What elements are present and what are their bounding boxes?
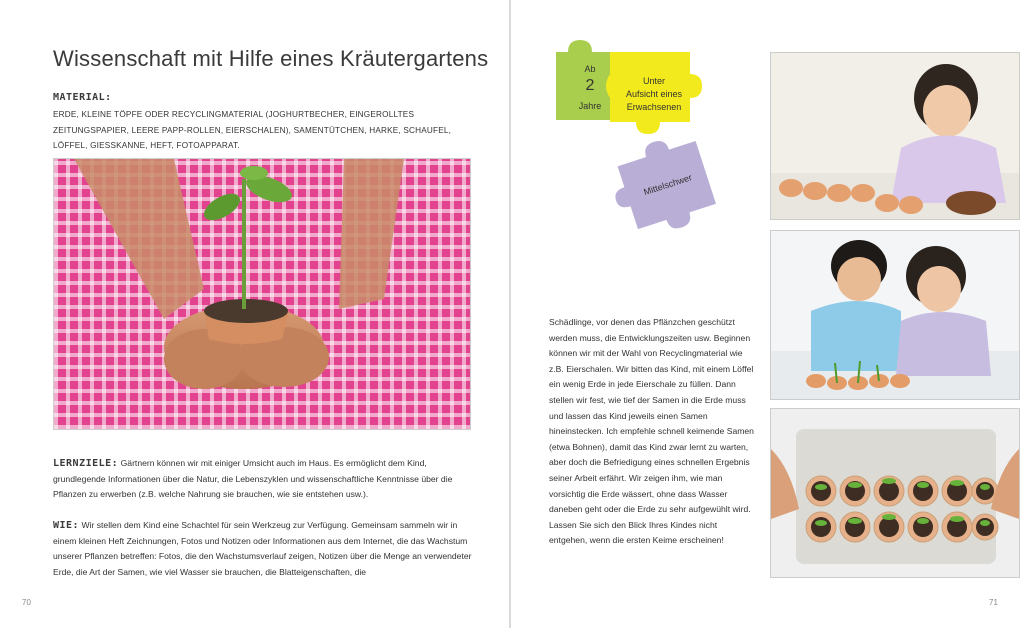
supervision-line2: Aufsicht eines (625, 89, 683, 99)
page-number-right: 71 (989, 598, 998, 607)
difficulty-label: Mittelschwer (642, 172, 694, 198)
girl-eggshell-illustration (771, 53, 1019, 219)
difficulty-puzzle-piece (602, 130, 719, 242)
age-number: 2 (585, 77, 595, 94)
girl-filling-eggshells-photo (770, 52, 1020, 220)
seedling-illustration (54, 159, 470, 429)
page-number-left: 70 (22, 598, 31, 607)
learning-goals-paragraph (53, 456, 473, 503)
supervision-puzzle-piece (606, 52, 702, 134)
material-text: ERDE, KLEINE TÖPFE ODER RECYCLINGMATERIAL (JOGHURTBECHER, EINGEROLLTES ZEITUNGSPAPIER, LEERE PAPP-ROLLEN, EIERSCHALEN), SAMENTÜTCHEN, HARKE, SCHAUFEL, LÖFFEL, GIESSKANNE, HEFT, FOTOAPPARAT. (53, 110, 452, 150)
children-planting-illustration (771, 231, 1019, 399)
children-planting-photo (770, 230, 1020, 400)
page-title: Wissenschaft mit Hilfe eines Kräutergartens (53, 46, 489, 71)
right-body-text: Schädlinge, vor denen das Pflänzchen geschützt werden muss, die Entwicklungszeiten usw. Beginnen können wir mit der Wahl von Recyclingmaterial wie z.B. Eierschalen. Wir bitten das Kind, mit einem Löffel ein wenig Erde in jede Eierschale zu füllen. Dann stellen wir fest, wie tief der Samen in die Erde muss und lassen das Kind jeweils einen Samen hineinstecken. Ich empfehle schnell keimende Samen (etwa Bohnen), damit das Kind zwar lernt zu warten, aber doch die Befriedigung eines schnellen Ergebnis seiner Arbeit erfährt. Wir zeigen ihm, wie man vorsichtig die Erde wässert, ohne dass Wasser daneben geht oder die Erde zu sehr aufgewühlt wird. Lassen Sie sich den Blick Ihres Kindes nicht entgehen, wenn die ersten Keime erscheinen! (549, 317, 754, 546)
egg-carton-seedlings-photo (770, 408, 1020, 578)
age-line2: Jahre (578, 101, 602, 111)
supervision-line3: Erwachsenen (626, 102, 682, 112)
supervision-line1: Unter (642, 76, 666, 86)
seedling-eggshell-photo (53, 158, 471, 430)
how-text: Wir stellen dem Kind eine Schachtel für sein Werkzeug zur Verfügung. Gemeinsam sammeln wir in einem kleinen Heft Zeichnungen, Fotos und Notizen oder Informationen aus dem Internet, die das Wachstum unserer Pflanzen betreffen: Fotos, die den Wachstumsverlauf zeigen, Notizen über die Menge an verwendeter Erde, die Art der Samen, wie viel Wasser sie brauchen, die Blatteigenschaften, die (53, 520, 472, 577)
learning-goals-text: Gärtnern können wir mit einiger Umsicht auch im Haus. Es ermöglicht dem Kind, grundlegende Informationen über die Natur, die Lebenszyklen und wissenschaftliche Kenntnisse über die Pflanzen zu erwerben (z.B. welche Nahrung sie brauchen, wie sie entstehen usw.). (53, 458, 453, 500)
puzzle-badges (550, 22, 730, 242)
how-label: WIE: (53, 520, 80, 531)
egg-carton-illustration (771, 409, 1019, 577)
left-page (0, 0, 509, 628)
material-label: MATERIAL: (53, 92, 112, 103)
how-paragraph (53, 518, 473, 580)
age-line1: Ab (584, 64, 596, 74)
learning-goals-label: LERNZIELE: (53, 458, 119, 469)
